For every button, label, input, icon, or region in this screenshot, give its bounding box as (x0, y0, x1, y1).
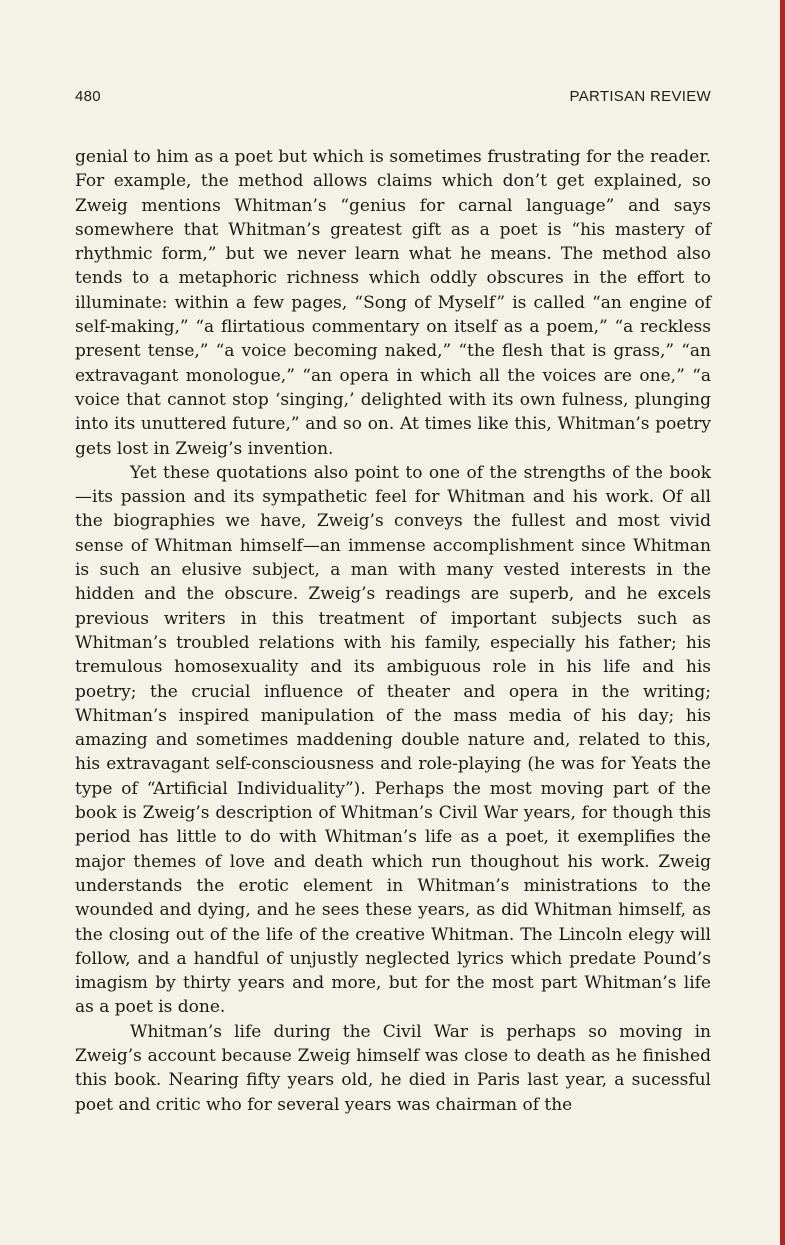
running-header (75, 88, 711, 114)
paragraph: Whitman’s life during the Civil War is perhaps so moving in Zweig’s account because Zweig himself was close to death as he finished this book. Nearing fifty years old, he died in Paris last year, a sucessful poet and critic who for several years was chairman of the (75, 1021, 711, 1115)
page-number: 480 (75, 88, 101, 105)
journal-title: PARTISAN REVIEW (569, 88, 711, 105)
paragraph: genial to him as a poet but which is sometimes frustrating for the reader. For example, the method allows claims which don’t get explained, so Zweig mentions Whitman’s “genius for carnal language” and says somewhere that Whitman’s greatest gift as a poet is “his mastery of rhythmic form,” but we never learn what he means. The method also tends to a metaphoric richness which oddly obscures in the effort to illuminate: within a few pages, “Song of Myself” is called “an engine of self-making,” “a flirtatious commentary on itself as a poem,” “a reckless present tense,” “a voice becoming naked,” “the flesh that is grass,” “an extravagant monologue,” “an opera in which all the voices are one,” “a voice that cannot stop ‘singing,’ delighted with its own fulness, plunging into its unuttered future,” and so on. At times like this, Whitman’s poetry gets lost in Zweig’s invention. (75, 147, 711, 459)
page-edge (780, 0, 785, 1245)
paragraph: Yet these quotations also point to one of the strengths of the book—its passion and its sympathetic feel for Whitman and his work. Of all the biographies we have, Zweig’s conveys the fullest and most vivid sense of Whitman himself—an immense accomplishment since Whitman is such an elusive subject, a man with many vested interests in the hidden and the obscure. Zweig’s readings are superb, and he excels previous writers in this treatment of important subjects such as Whitman’s troubled relations with his family, especially his father; his tremulous homosexuality and its ambiguous role in his life and his poetry; the crucial influence of theater and opera in the writing; Whitman’s inspired manipulation of the mass media of his day; his amazing and sometimes maddening double nature and, related to this, his extravagant self-consciousness and role-playing (he was for Yeats the type of “Artificial Individuality”). Perhaps the most moving part of the book is Zweig’s description of Whitman’s Civil War years, for though this period has little to do with Whitman’s life as a poet, it exemplifies the major themes of love and death which run thoughout his work. Zweig understands the erotic element in Whitman’s ministrations to the wounded and dying, and he sees these years, as did Whitman himself, as the closing out of the life of the creative Whitman. The Lincoln elegy will follow, and a handful of unjustly neglected lyrics which predate Pound’s imagism by thirty years and more, but for the most part Whitman’s life as a poet is done. (75, 462, 711, 1018)
body-text (75, 145, 711, 1117)
